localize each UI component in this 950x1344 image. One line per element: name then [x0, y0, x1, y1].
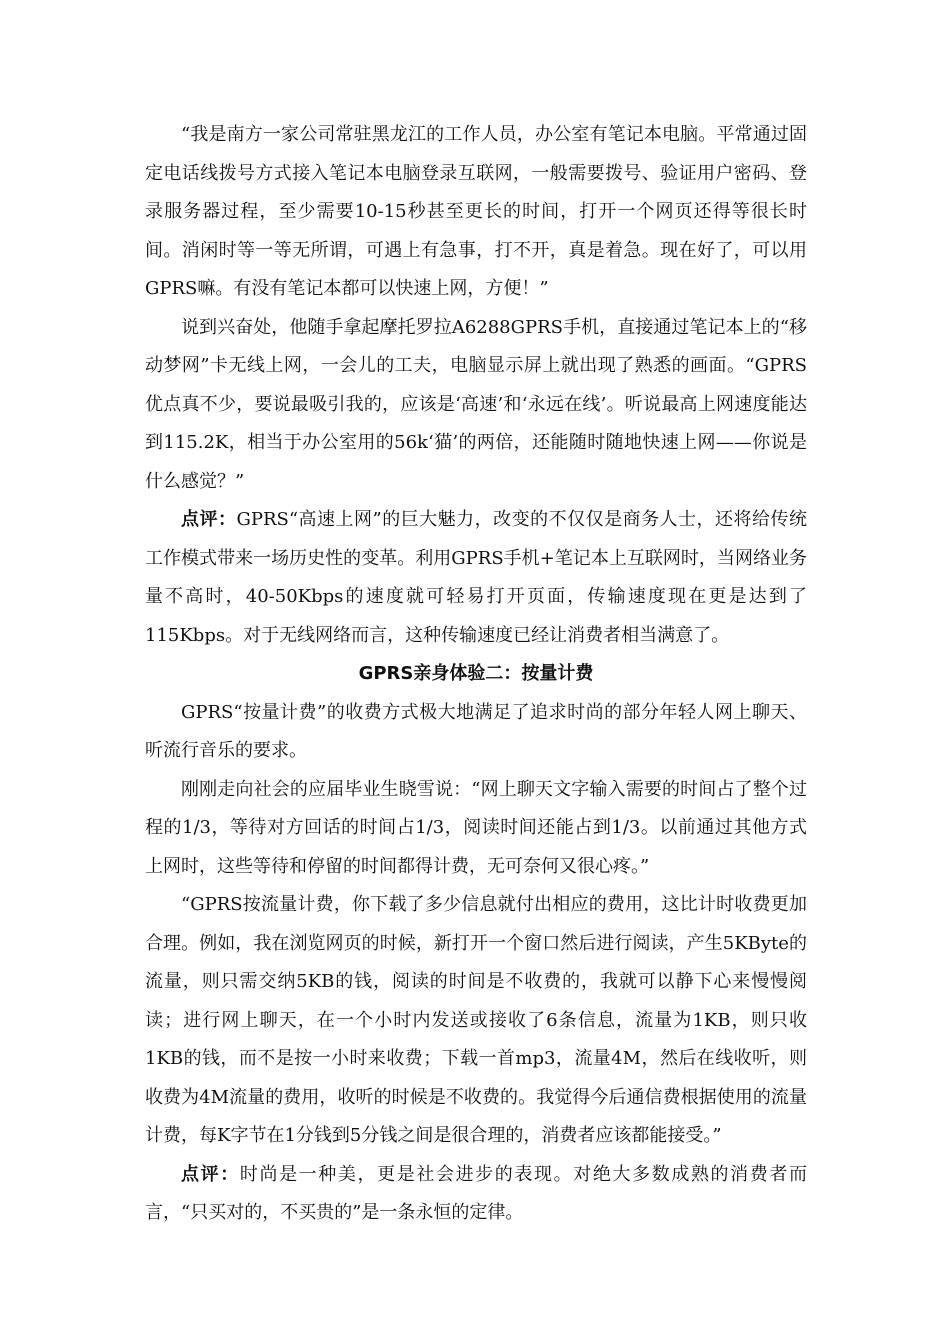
comment-text: 时尚是一种美，更是社会进步的表现。对绝大多数成熟的消费者而言，“只买对的，不买贵的”是一条永恒的定律。 — [145, 1163, 808, 1223]
document-page — [145, 116, 807, 1233]
paragraph-xiaoxue-quote: 刚刚走向社会的应届毕业生晓雪说：“网上聊天文字输入需要的时间占了整个过程的1/3，等待对方回话的时间占1/3，阅读时间还能占到1/3。以前通过其他方式上网时，这些等待和停留的时间都得计费，无可奈何又很心疼。” — [145, 778, 807, 877]
paragraph-billing-intro: GPRS“按量计费”的收费方式极大地满足了追求时尚的部分年轻人网上聊天、听流行音乐的要求。 — [145, 701, 807, 761]
comment-paragraph-2 — [145, 1156, 807, 1233]
section-heading: GPRS亲身体验二：按量计费 — [358, 663, 594, 684]
comment-paragraph-1 — [145, 501, 807, 655]
paragraph-quote-intro: “我是南方一家公司常驻黑龙江的工作人员，办公室有笔记本电脑。平常通过固定电话线拨号方式接入笔记本电脑登录互联网，一般需要拨号、验证用户密码、登录服务器过程，至少需要10-15秒甚至更长的时间，打开一个网页还得等很长时间。消闲时等一等无所谓，可遇上有急事，打不开，真是着急。现在好了，可以用GPRS嘛。有没有笔记本都可以快速上网，方便！” — [145, 124, 807, 299]
comment-text: GPRS“高速上网”的巨大魅力，改变的不仅仅是商务人士，还将给传统工作模式带来一场历史性的变革。利用GPRS手机+笔记本上互联网时，当网络业务量不高时，40-50Kbps的速度就可轻易打开页面，传输速度现在更是达到了115Kbps。对于无线网络而言，这种传输速度已经让消费者相当满意了。 — [145, 509, 808, 646]
comment-label: 点评： — [181, 509, 237, 530]
comment-label: 点评： — [181, 1163, 240, 1185]
paragraph-motorola-gprs: 说到兴奋处，他随手拿起摩托罗拉A6288GPRS手机，直接通过笔记本上的“移动梦网”卡无线上网，一会儿的工夫，电脑显示屏上就出现了熟悉的画面。“GPRS优点真不少，要说最吸引我的，应该是‘高速’和‘永远在线’。听说最高上网速度能达到115.2K，相当于办公室用的56k‘猫’的两倍，还能随时随地快速上网——你说是什么感觉？” — [145, 316, 807, 492]
paragraph-traffic-billing: “GPRS按流量计费，你下载了多少信息就付出相应的费用，这比计时收费更加合理。例如，我在浏览网页的时候，新打开一个窗口然后进行阅读，产生5KByte的流量，则只需交纳5KB的钱，阅读的时间是不收费的，我就可以静下心来慢慢阅读；进行网上聊天，在一个小时内发送或接收了6条信息，流量为1KB，则只收1KB的钱，而不是按一小时来收费；下载一首mp3，流量4M，然后在线收听，则收费为4M流量的费用，收听的时候是不收费的。我觉得今后通信费根据使用的流量计费，每K字节在1分钱到5分钱之间是很合理的，消费者应该都能接受。” — [145, 894, 807, 1146]
